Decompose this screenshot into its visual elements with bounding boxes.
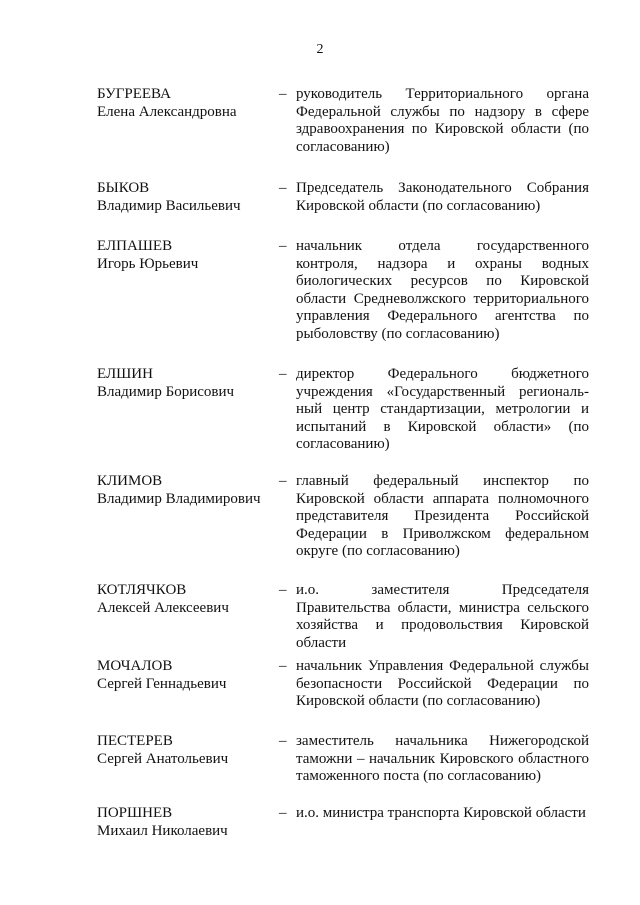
- member-role: руководитель Территориального органа Федеральной службы по надзору в сфере здравоохранения по Кировской области (по согласованию): [296, 86, 589, 155]
- member-role: начальник отдела государственного контроля, надзора и охраны водных биологических ресурсов по Кировской области Средневолжского территориального управления Федерального агентства по рыболовству (по согласованию): [296, 238, 589, 342]
- member-given-names: Игорь Юрьевич: [97, 255, 199, 272]
- member-role: директор Федерального бюджетного учреждения «Государственный региональный центр стандартизации, метрологии и испытаний в Кировской области» (по согласованию): [296, 366, 589, 453]
- member-surname: ПЕСТЕРЕВ: [97, 733, 173, 749]
- dash-separator: –: [279, 86, 287, 102]
- member-role: и.о. заместителя Председателя Правительства области, министра сельского хозяйства и продовольствия Кировской области: [296, 582, 589, 651]
- member-name: [97, 180, 277, 215]
- member-surname: ПОРШНЕВ: [97, 805, 173, 821]
- member-role: Председатель Законодательного Собрания Кировской области (по согласованию): [296, 180, 589, 214]
- member-name: [97, 733, 277, 768]
- dash-separator: –: [279, 473, 287, 489]
- member-role: главный федеральный инспектор по Кировской области аппарата полномочного представителя Президента Российской Федерации в Приволжском федеральном округе (по согласованию): [296, 473, 589, 560]
- member-name: [97, 238, 277, 273]
- member-given-names: Алексей Алексеевич: [97, 599, 229, 616]
- member-surname: ЕЛШИН: [97, 366, 153, 382]
- member-name: [97, 366, 277, 401]
- member-surname: ЕЛПАШЕВ: [97, 238, 173, 254]
- dash-separator: –: [279, 805, 287, 821]
- dash-separator: –: [279, 733, 287, 749]
- member-given-names: Сергей Геннадьевич: [97, 675, 227, 692]
- dash-separator: –: [279, 238, 287, 254]
- member-name: [97, 86, 277, 121]
- dash-separator: –: [279, 180, 287, 196]
- member-name: [97, 473, 277, 508]
- member-surname: КЛИМОВ: [97, 473, 163, 489]
- member-role: и.о. министра транспорта Кировской области: [296, 805, 586, 821]
- member-given-names: Владимир Владимирович: [97, 490, 261, 507]
- member-role: заместитель начальника Нижегородской таможни – начальник Кировского областного таможенного поста (по согласованию): [296, 733, 589, 785]
- member-given-names: Владимир Борисович: [97, 383, 235, 400]
- member-surname: МОЧАЛОВ: [97, 658, 173, 674]
- dash-separator: –: [279, 582, 287, 598]
- dash-separator: –: [279, 366, 287, 382]
- member-given-names: Сергей Анатольевич: [97, 750, 229, 767]
- dash-separator: –: [279, 658, 287, 674]
- member-given-names: Владимир Васильевич: [97, 197, 241, 214]
- member-surname: БУГРЕЕВА: [97, 86, 171, 102]
- member-name: [97, 805, 277, 840]
- member-surname: БЫКОВ: [97, 180, 150, 196]
- member-role: начальник Управления Федеральной службы безопасности Российской Федерации по Кировской области (по согласованию): [296, 658, 589, 710]
- member-name: [97, 582, 277, 617]
- member-given-names: Михаил Николаевич: [97, 822, 228, 839]
- member-given-names: Елена Александровна: [97, 103, 237, 120]
- page-number: 2: [316, 42, 324, 57]
- member-name: [97, 658, 277, 693]
- member-surname: КОТЛЯЧКОВ: [97, 582, 187, 598]
